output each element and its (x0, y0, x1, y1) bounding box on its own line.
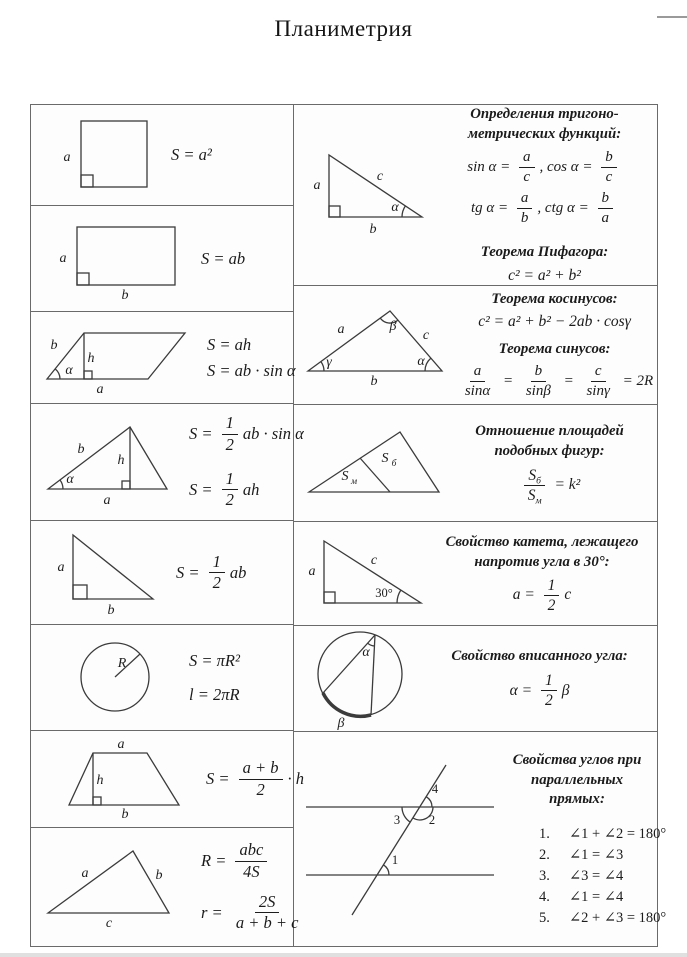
row-right-triangle (31, 521, 293, 625)
arc-beta (323, 693, 371, 716)
similar-areas-formula (519, 467, 581, 505)
fraction-denominator (524, 486, 546, 507)
height-label: h (87, 350, 95, 366)
formula-lhs: S = (206, 769, 234, 788)
result: = 2R (618, 372, 654, 389)
triangle-figure (45, 417, 173, 507)
angle-1-arc (383, 864, 389, 874)
item-equation: ∠1 = ∠3 (569, 847, 624, 864)
side-b-label: b (155, 868, 163, 883)
triangle-figure (45, 843, 185, 931)
inscribed-angle-formula (510, 672, 570, 710)
heading-line: метрических функций: (467, 126, 622, 143)
fraction-numerator: 1 (544, 577, 560, 596)
triangle-area-formula-1 (189, 413, 304, 454)
pythagoras-heading: Теорема Пифагора: (480, 243, 609, 260)
similar-figure-wrap (294, 424, 454, 502)
scan-edge (0, 953, 687, 957)
formula-rhs: c (564, 586, 572, 604)
side-a-label: a (59, 250, 67, 266)
beta-label: β (389, 319, 397, 334)
row-cos-sin-theorems (294, 286, 657, 405)
right-angle-mark (84, 371, 92, 379)
row-parallel-lines (294, 732, 667, 946)
list-item (539, 889, 666, 906)
beta-label: β (337, 715, 345, 731)
sin-cos-formula (467, 149, 622, 186)
scan-artifact (657, 16, 687, 18)
right-angle-mark (77, 273, 89, 285)
top-side-label: a (117, 737, 125, 752)
item-equation: ∠1 + ∠2 = 180° (569, 826, 667, 843)
triangle-shape (324, 541, 421, 603)
row-similar-areas (294, 405, 657, 522)
fraction-numerator: a + b (239, 759, 283, 779)
right-angle-mark (122, 481, 130, 489)
fraction (522, 363, 555, 400)
alpha-label: α (362, 644, 370, 660)
triangle-figure (304, 299, 454, 391)
fraction-denominator: 4S (243, 861, 260, 881)
inscribed-angle-figure (304, 627, 424, 731)
theorem-heading (475, 422, 624, 462)
heading-line: напротив угла в 30°: (474, 553, 610, 570)
equals: = (499, 372, 517, 389)
formula-rhs: ab · sin α (242, 424, 304, 444)
fraction-numerator (524, 467, 545, 486)
side-c-label: c (422, 328, 430, 343)
item-equation: ∠3 = ∠4 (569, 868, 624, 885)
side-b-label: b (121, 287, 129, 303)
fraction-denominator: 2 (547, 596, 556, 614)
hypotenuse-label: c (370, 552, 378, 568)
sine-theorem-heading: Теорема синусов: (498, 341, 611, 358)
side-a-label: a (96, 381, 104, 397)
item-number: 4. (539, 889, 550, 906)
formula-lhs: a = (512, 586, 539, 604)
square-figure (45, 115, 155, 195)
fraction-denominator: sinγ (586, 382, 610, 399)
fraction-numerator: c (591, 363, 606, 382)
side-b-label: b (50, 337, 58, 353)
ctg-lhs: ctg α = (544, 199, 593, 216)
fraction-numerator: b (601, 149, 617, 168)
rectangle-figure (45, 217, 185, 301)
equals: = (559, 372, 578, 389)
sine-theorem-formula (456, 363, 653, 400)
alpha-angle-arc (425, 358, 431, 371)
row-cathetus-30 (294, 522, 657, 626)
side-a-label: a (313, 178, 320, 193)
alpha-label: α (66, 472, 74, 487)
fraction-denominator: 2 (212, 573, 221, 592)
triangle-shape (48, 851, 169, 913)
square-area-formula: S = a² (171, 145, 212, 164)
item-equation: ∠1 = ∠4 (569, 889, 624, 906)
formula-table (30, 104, 667, 947)
tg-lhs: tg α = (471, 199, 512, 216)
radius-label: R (117, 655, 127, 671)
alpha-label: α (390, 200, 399, 215)
angle-arc (55, 369, 60, 379)
fraction (524, 467, 546, 505)
right-angle-mark (93, 797, 101, 805)
right-angle-mark (73, 585, 87, 599)
parallel-lines-figure (302, 757, 502, 922)
heading-line: Отношение площадей (475, 422, 624, 439)
theorem-heading: Свойство вписанного угла: (451, 648, 628, 665)
triangle-shape (309, 432, 439, 492)
parallelogram-figure (45, 319, 191, 397)
angle-1-label: 1 (391, 852, 398, 867)
cathetus-formula (513, 577, 572, 615)
small-area-subscript: м (350, 477, 357, 487)
denominator-subscript: м (535, 495, 542, 507)
formula-lhs: S = (189, 479, 217, 499)
height-label: h (96, 773, 104, 788)
triangle-shape (73, 535, 153, 599)
fraction-denominator: c (523, 169, 531, 186)
hypotenuse-label: c (376, 169, 383, 184)
side-a-label: a (337, 322, 345, 337)
cathetus-figure-wrap (294, 533, 439, 615)
theorem-heading (509, 751, 645, 811)
fraction (235, 841, 267, 881)
item-equation: ∠2 + ∠3 = 180° (569, 910, 667, 927)
fraction-denominator: 2 (544, 692, 553, 710)
rectangle-shape (77, 227, 175, 285)
list-item (539, 847, 666, 864)
fraction-numerator: 1 (541, 672, 557, 691)
right-angle-mark (329, 206, 340, 217)
fraction-numerator: b (598, 190, 614, 209)
fraction (601, 149, 617, 186)
fraction-denominator: sinα (464, 382, 491, 399)
chord-short (371, 635, 375, 715)
heading-line: Свойство катета, лежащего (445, 533, 639, 550)
circle-area-formula: S = πR² (189, 650, 240, 670)
theorem-heading (446, 533, 639, 573)
inscribed-figure-wrap (294, 627, 434, 731)
fraction-numerator: 1 (222, 470, 238, 490)
fraction-denominator: c (605, 169, 613, 186)
angle-4-label: 4 (431, 781, 438, 796)
fraction (222, 470, 238, 510)
fraction (598, 190, 614, 227)
gamma-label: γ (326, 355, 332, 370)
circle-length-formula: l = 2πR (189, 684, 240, 704)
parallelogram-area-formula-2: S = ab · sin α (207, 360, 296, 380)
formula-rhs: ab (229, 562, 247, 582)
row-rectangle (31, 206, 293, 312)
formula-rhs: ah (242, 479, 260, 499)
denominator-symbol: S (527, 486, 536, 504)
list-item (539, 826, 666, 843)
parallelogram-area-formula-1: S = ah (207, 334, 252, 354)
numerator-symbol: S (528, 466, 537, 484)
fraction-denominator: 2 (225, 434, 234, 454)
fraction (461, 363, 494, 400)
fraction (544, 577, 560, 615)
side-a-label: a (103, 493, 111, 508)
item-number: 5. (539, 910, 550, 927)
row-trapezoid (31, 731, 305, 828)
fraction (232, 893, 303, 933)
heading-line: Определения тригоно- (470, 106, 619, 123)
heading-line: параллельных прямых: (530, 771, 624, 808)
formula-rhs: · h (287, 769, 305, 788)
right-angle-mark (324, 592, 335, 603)
side-b-label: b (107, 602, 115, 618)
row-parallelogram (31, 312, 296, 404)
parallel-figure-wrap (294, 757, 509, 922)
fraction-denominator: 2 (225, 490, 234, 510)
angle-30-label: 30° (375, 585, 393, 600)
angle-arc (60, 480, 63, 489)
formula-lhs: S = (176, 562, 204, 582)
trig-figure-wrap (294, 145, 444, 245)
cosine-theorem-formula: c² = a² + b² − 2ab · cosγ (478, 313, 631, 331)
trapezoid-area-formula (206, 758, 305, 799)
left-column (31, 105, 305, 946)
formula-lhs: R = (201, 851, 231, 871)
fraction-denominator: 2 (256, 779, 265, 799)
inradius-formula (201, 892, 299, 933)
cos-lhs: cos α = (547, 159, 597, 176)
row-triangle-radii (31, 828, 299, 946)
separator: , (537, 199, 545, 216)
right-triangle-30-figure (304, 533, 429, 615)
right-triangle-figure (45, 529, 160, 617)
height-label: h (117, 453, 125, 468)
fraction-denominator: b (520, 209, 529, 226)
square-shape (81, 121, 147, 187)
right-column (294, 105, 667, 946)
alpha-label: α (65, 362, 73, 378)
fraction-numerator: a (517, 190, 533, 209)
gamma-angle-arc (321, 362, 324, 371)
heading-line: Свойства углов при (512, 751, 642, 768)
separator: , (539, 159, 547, 176)
row-inscribed-angle (294, 626, 657, 732)
alpha-label: α (417, 354, 425, 369)
page-title: Планиметрия (274, 16, 413, 41)
similar-triangles-figure (307, 424, 442, 502)
fraction-numerator: 1 (209, 553, 225, 573)
formula-lhs: α = (509, 681, 536, 699)
fraction (517, 190, 533, 227)
angle-3-arc (402, 807, 410, 822)
list-item (539, 910, 666, 927)
circumradius-formula (201, 841, 293, 881)
angle-2-label: 2 (428, 812, 435, 827)
row-triangle-area (31, 404, 304, 521)
fraction-denominator: a (601, 209, 609, 226)
bottom-side-label: b (121, 807, 129, 822)
fraction (239, 759, 283, 799)
circle-figure (63, 639, 173, 717)
right-angle-mark (81, 175, 93, 187)
formula-lhs: S = (189, 424, 217, 444)
row-square (31, 105, 293, 206)
side-a-label: a (308, 563, 316, 579)
fraction (541, 672, 557, 710)
side-c-label: c (105, 916, 113, 931)
angle-arc (397, 590, 401, 603)
side-b-label: b (369, 222, 376, 237)
triangle-figure-wrap (294, 299, 464, 391)
fraction (222, 414, 238, 454)
formula-rhs: β (561, 681, 570, 699)
small-area-label: S (341, 469, 348, 484)
fraction-numerator: 2S (255, 893, 280, 913)
fraction-numerator: 1 (222, 414, 238, 434)
angle-4-arc (426, 796, 432, 806)
fraction-numerator: abc (235, 841, 267, 861)
right-triangle-figure (307, 145, 432, 245)
sin-lhs: sin α = (467, 159, 514, 176)
item-number: 3. (539, 868, 550, 885)
item-number: 1. (539, 826, 550, 843)
side-a-label: a (57, 559, 65, 575)
fraction-numerator: a (519, 149, 535, 168)
item-number: 2. (539, 847, 550, 864)
trapezoid-shape (69, 753, 179, 805)
fraction (209, 553, 225, 593)
row-circle (31, 625, 293, 731)
triangle-area-formula-2 (189, 470, 293, 510)
side-b-label: b (370, 374, 378, 389)
fraction-denominator: sinβ (525, 382, 551, 399)
trapezoid-figure (55, 737, 190, 822)
angle-3-label: 3 (393, 812, 400, 827)
big-area-label: S (381, 451, 388, 466)
side-a-label: a (81, 866, 89, 881)
formula-lhs: r = (201, 902, 227, 922)
heading-line: подобных фигур: (494, 442, 605, 459)
fraction (582, 363, 613, 400)
formula-rhs: = k² (550, 476, 581, 494)
tg-ctg-formula (471, 190, 618, 227)
fraction-denominator: a + b + c (235, 913, 299, 933)
rectangle-area-formula: S = ab (201, 248, 246, 268)
triangle-shape (329, 155, 422, 217)
angle-rules-list (539, 826, 666, 927)
big-area-subscript: б (391, 459, 396, 469)
side-b-label: b (77, 442, 85, 457)
numerator-subscript: б (536, 474, 541, 486)
right-triangle-area-formula (176, 553, 293, 593)
side-a-label: a (63, 150, 71, 165)
theorem-heading (468, 105, 621, 145)
angle-arc (402, 206, 405, 217)
fraction-numerator: b (531, 363, 547, 382)
cosine-theorem-heading: Теорема косинусов: (491, 291, 618, 308)
list-item (539, 868, 666, 885)
fraction (519, 149, 535, 186)
pythagoras-formula: c² = a² + b² (508, 266, 581, 284)
row-trig-definitions (294, 105, 657, 286)
fraction-numerator: a (470, 363, 486, 382)
